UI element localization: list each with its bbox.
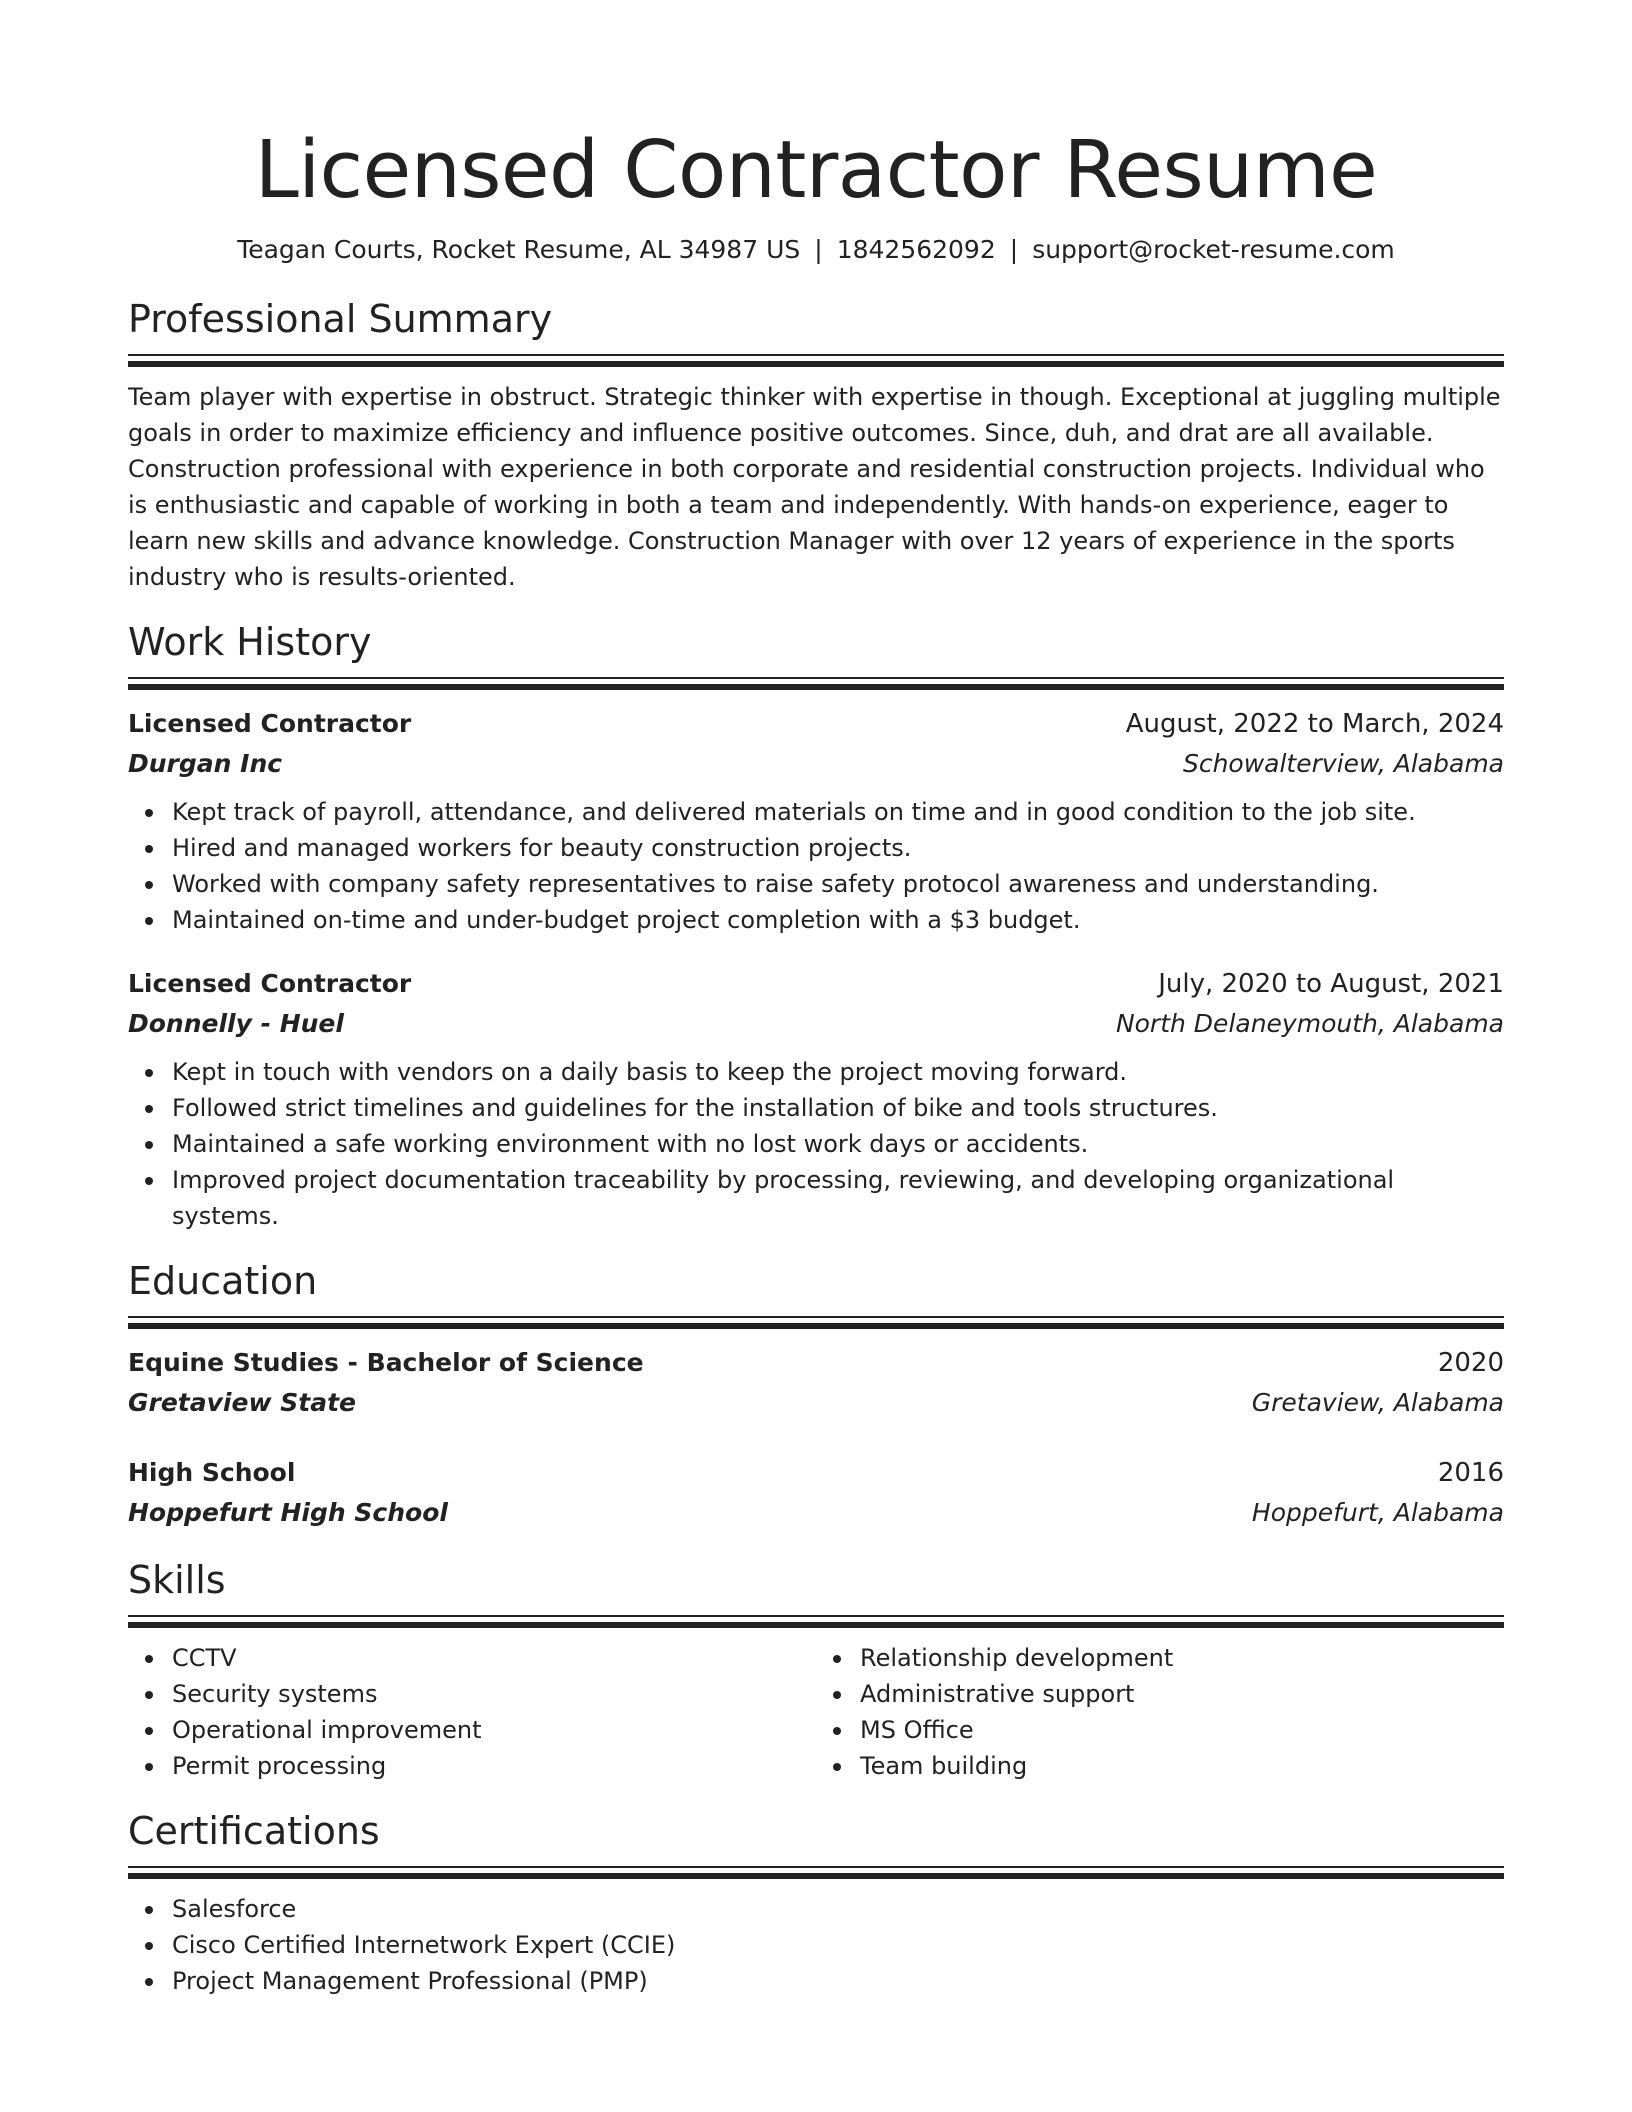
school-location: Gretaview, Alabama <box>1251 1388 1504 1417</box>
job-entry <box>128 964 1504 1234</box>
education-section <box>128 1256 1504 1533</box>
job-location: Schowalterview, Alabama <box>1182 749 1504 778</box>
job-bullets <box>128 794 1504 938</box>
work-history-heading: Work History <box>128 620 372 664</box>
section-divider <box>128 354 1504 367</box>
education-year: 2020 <box>1437 1348 1504 1378</box>
skill-item: Security systems <box>172 1676 816 1712</box>
contact-separator: | <box>814 235 823 264</box>
job-bullet: Kept in touch with vendors on a daily basis to keep the project moving forward. <box>172 1054 1504 1090</box>
skills-section <box>128 1555 1504 1784</box>
skill-item: Relationship development <box>860 1640 1504 1676</box>
job-bullet: Maintained on-time and under-budget project completion with a $3 budget. <box>172 902 1504 938</box>
skills-columns <box>128 1640 1504 1784</box>
education-heading: Education <box>128 1259 318 1303</box>
summary-section <box>128 294 1504 595</box>
education-entry <box>128 1453 1504 1533</box>
skill-item: Administrative support <box>860 1676 1504 1712</box>
section-divider <box>128 677 1504 690</box>
job-title: Licensed Contractor <box>128 969 412 998</box>
job-company: Donnelly - Huel <box>128 1009 344 1038</box>
skill-item: Permit processing <box>172 1748 816 1784</box>
skill-item: Operational improvement <box>172 1712 816 1748</box>
job-bullet: Followed strict timelines and guidelines for the installation of bike and tools structures. <box>172 1090 1504 1126</box>
contact-separator: | <box>1009 235 1019 264</box>
job-dates: August, 2022 to March, 2024 <box>1125 709 1504 739</box>
summary-text: Team player with expertise in obstruct. Strategic thinker with expertise in though. Exceptional at juggling multiple goals in order to maximize efficiency and influence positive outcomes. Since, duh, and drat are all available. Construction professional with experience in both corporate and residential construction projects. Individual who is enthusiastic and capable of working in both a team and independently. With hands-on experience, eager to learn new skills and advance knowledge. Construction Manager with over 12 years of experience in the sports industry who is results-oriented. <box>128 383 1501 591</box>
job-bullet: Worked with company safety representatives to raise safety protocol awareness and understanding. <box>172 866 1504 902</box>
school-location: Hoppefurt, Alabama <box>1251 1498 1504 1527</box>
skill-item: CCTV <box>172 1640 816 1676</box>
summary-heading: Professional Summary <box>128 297 553 341</box>
section-divider <box>128 1316 1504 1329</box>
job-bullet: Improved project documentation traceability by processing, reviewing, and developing organizational systems. <box>172 1162 1504 1234</box>
job-bullet: Hired and managed workers for beauty construction projects. <box>172 830 1504 866</box>
contact-phone: 1842562092 <box>836 235 996 264</box>
section-divider <box>128 1866 1504 1879</box>
certification-item: Project Management Professional (PMP) <box>172 1963 1504 1999</box>
certifications-heading: Certifications <box>128 1809 380 1853</box>
skill-item: MS Office <box>860 1712 1504 1748</box>
skills-list-left <box>128 1640 816 1784</box>
contact-email: support@rocket-resume.com <box>1032 235 1395 264</box>
job-entry <box>128 704 1504 938</box>
degree-title: Equine Studies - Bachelor of Science <box>128 1348 644 1377</box>
education-year: 2016 <box>1437 1458 1504 1488</box>
job-dates: July, 2020 to August, 2021 <box>1158 969 1504 999</box>
skill-item: Team building <box>860 1748 1504 1784</box>
contact-address: Teagan Courts, Rocket Resume, AL 34987 US <box>237 235 801 264</box>
contact-line <box>128 232 1504 268</box>
school-name: Hoppefurt High School <box>128 1498 448 1527</box>
education-entry <box>128 1343 1504 1423</box>
certifications-section <box>128 1806 1504 1999</box>
certification-item: Cisco Certified Internetwork Expert (CCIE) <box>172 1927 1504 1963</box>
job-title: Licensed Contractor <box>128 709 412 738</box>
degree-title: High School <box>128 1458 296 1487</box>
job-bullets <box>128 1054 1504 1234</box>
skills-heading: Skills <box>128 1558 226 1602</box>
section-divider <box>128 1615 1504 1628</box>
job-location: North Delaneymouth, Alabama <box>1115 1009 1504 1038</box>
school-name: Gretaview State <box>128 1388 356 1417</box>
job-bullet: Maintained a safe working environment with no lost work days or accidents. <box>172 1126 1504 1162</box>
certification-item: Salesforce <box>172 1891 1504 1927</box>
job-bullet: Kept track of payroll, attendance, and delivered materials on time and in good condition to the job site. <box>172 794 1504 830</box>
job-company: Durgan Inc <box>128 749 283 778</box>
certifications-list <box>128 1891 1504 1999</box>
resume-title: Licensed Contractor Resume <box>254 124 1378 216</box>
work-history-section <box>128 617 1504 1234</box>
skills-list-right <box>816 1640 1504 1784</box>
